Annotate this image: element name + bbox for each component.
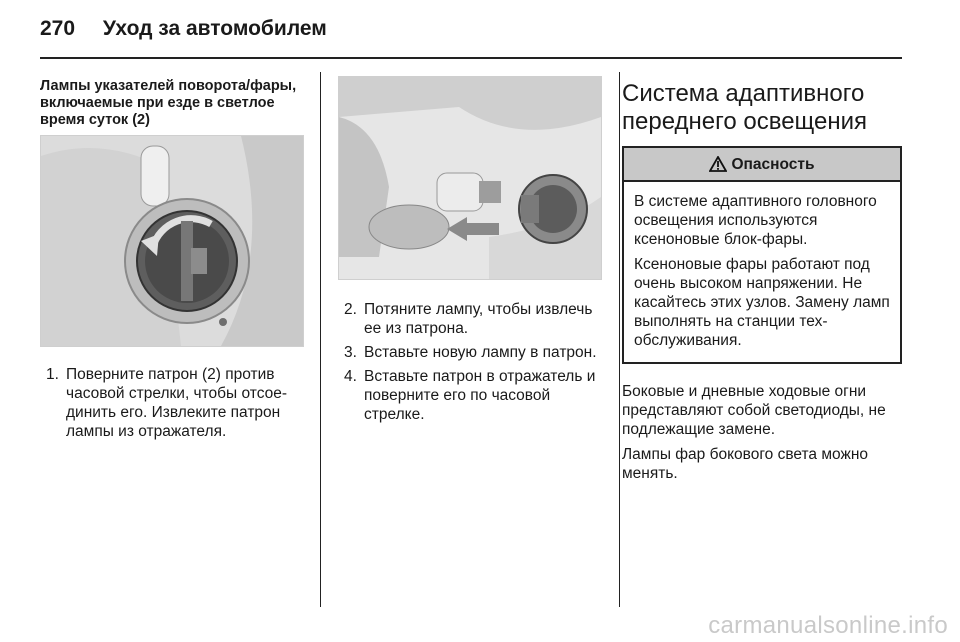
warning-header — [624, 148, 900, 182]
column-1 — [40, 78, 304, 446]
list-item — [338, 367, 602, 424]
step-number: 3. — [344, 344, 357, 361]
section-heading: Система адаптивного переднего освещения — [622, 80, 868, 135]
step-text: Вставьте новую лампу в патрон. — [364, 344, 597, 361]
step-text: Вставьте патрон в отражатель и поверните его по часовой стрелке. — [364, 368, 596, 423]
step-number: 4. — [344, 368, 357, 385]
socket-rotation-photo — [40, 135, 304, 347]
header-rule — [40, 57, 902, 59]
warning-body — [624, 182, 900, 362]
warning-box — [622, 146, 902, 364]
warning-triangle-icon — [709, 156, 727, 172]
subheading: Лампы указателей поворота/фары, включаемые при езде в светлое время суток (2) — [40, 78, 297, 128]
steps-list-1 — [40, 365, 304, 441]
warning-paragraph: В системе адаптивного головного освещения используются ксеноновые блок-фары. — [634, 193, 877, 248]
step-text: Поверните патрон (2) против часовой стрелки, чтобы отсоединить его. Извлеките патрон лампы из отражателя. — [66, 366, 288, 440]
page-header — [40, 17, 327, 41]
warning-label: Опасность — [731, 156, 815, 173]
column-divider-2 — [619, 72, 620, 607]
list-item — [338, 300, 602, 338]
column-2 — [338, 76, 602, 429]
watermark: carmanualsonline.info — [708, 612, 948, 639]
section-title: Уход за автомобилем — [102, 17, 327, 40]
list-item — [40, 365, 304, 441]
steps-list-2 — [338, 300, 602, 424]
bulb-removal-photo — [338, 76, 602, 280]
step-number: 1. — [46, 366, 59, 383]
column-3 — [622, 76, 902, 483]
step-text: Потяните лампу, чтобы извлечь ее из патрона. — [364, 301, 593, 337]
body-paragraph: Лампы фар бокового света можно менять. — [622, 446, 869, 482]
column-divider-1 — [320, 72, 321, 607]
warning-paragraph: Ксеноновые фары работают под очень высоком напряжении. Не касайтесь этих узлов. Замену ламп выполнять на станции техобслуживания. — [634, 256, 890, 349]
step-number: 2. — [344, 301, 357, 318]
page-number: 270 — [40, 17, 76, 40]
body-paragraph: Боковые и дневные ходовые огни представляют собой светодиоды, не подлежащие замене. — [622, 383, 886, 438]
list-item — [338, 343, 602, 362]
